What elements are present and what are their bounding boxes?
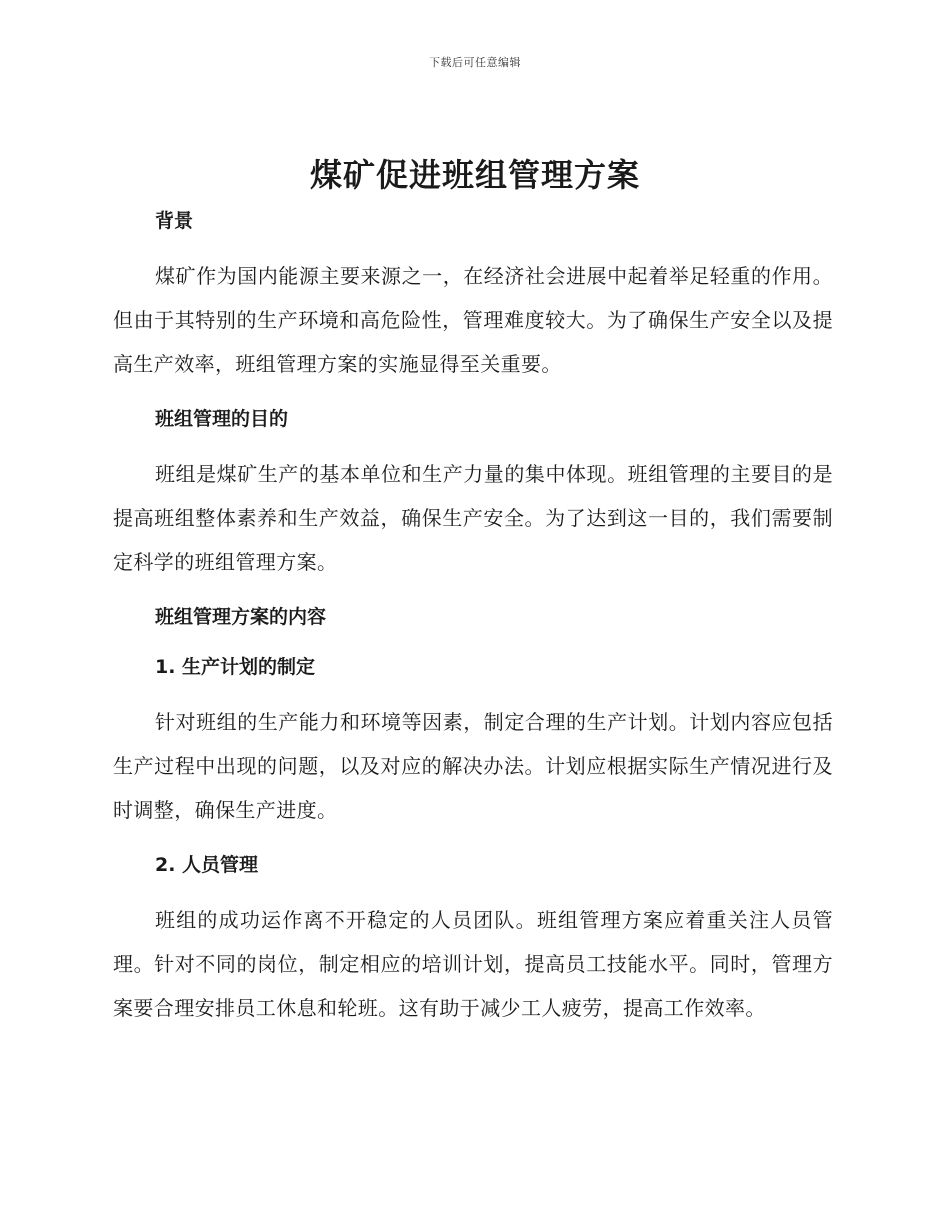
heading-plan-content: 班组管理方案的内容 (155, 606, 327, 628)
paragraph-personnel: 班组的成功运作离不开稳定的人员团队。班组管理方案应着重关注人员管理。针对不同的岗位，制定相应的培训计划，提高员工技能水平。同时，管理方案要合理安排员工休息和轮班。这有助于减少工人疲劳，提高工作效率。 (113, 908, 833, 1020)
paragraph-background: 煤矿作为国内能源主要来源之一，在经济社会进展中起着举足轻重的作用。但由于其特别的生产环境和高危险性，管理难度较大。为了确保生产安全以及提高生产效率，班组管理方案的实施显得至关重要。 (113, 264, 833, 376)
header-note: 下载后可任意编辑 (429, 56, 521, 69)
document-title: 煤矿促进班组管理方案 (309, 156, 640, 194)
paragraph-production-plan: 针对班组的生产能力和环境等因素，制定合理的生产计划。计划内容应包括生产过程中出现的问题，以及对应的解决办法。计划应根据实际生产情况进行及时调整，确保生产进度。 (113, 710, 833, 822)
heading-personnel: 2. 人员管理 (155, 854, 259, 876)
heading-background: 背景 (155, 210, 194, 232)
heading-production-plan: 1. 生产计划的制定 (155, 656, 316, 678)
paragraph-purpose: 班组是煤矿生产的基本单位和生产力量的集中体现。班组管理的主要目的是提高班组整体素养和生产效益，确保生产安全。为了达到这一目的，我们需要制定科学的班组管理方案。 (113, 462, 833, 574)
document-body (113, 204, 833, 1030)
heading-purpose: 班组管理的目的 (155, 408, 289, 430)
